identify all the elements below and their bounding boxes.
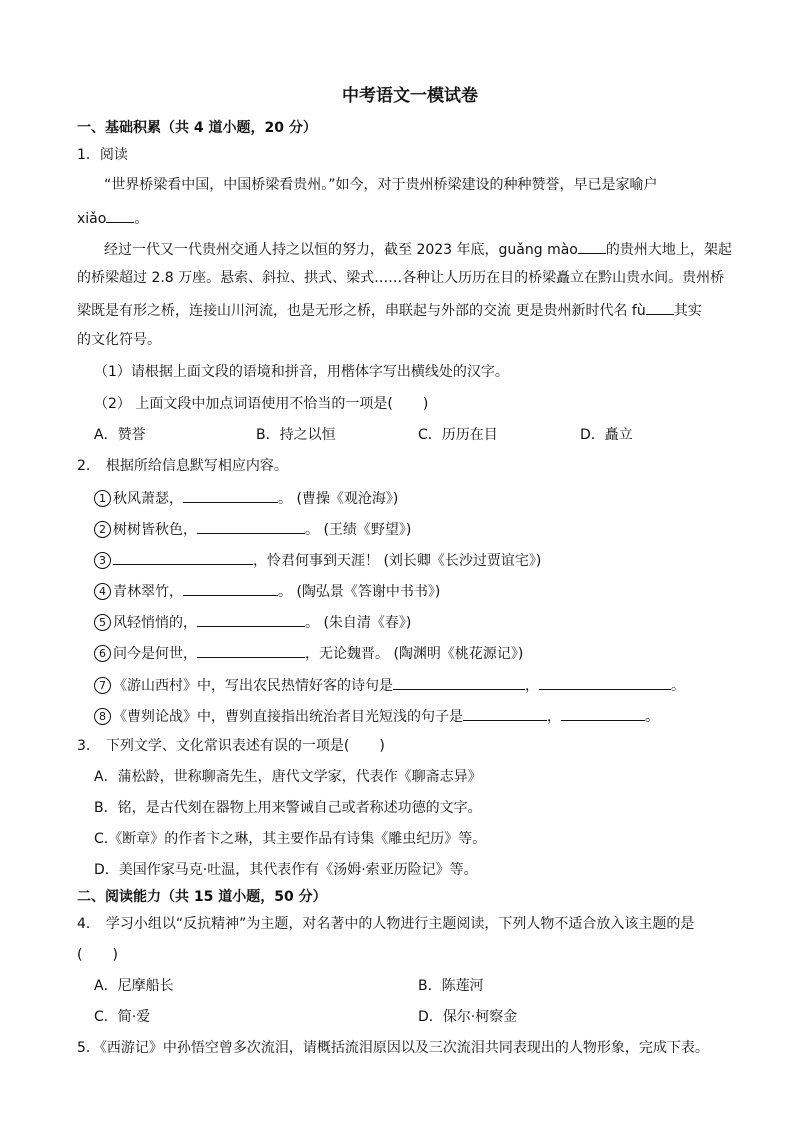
answer-blank[interactable]: [183, 487, 278, 503]
paren-close: ): [422, 396, 429, 412]
item-end: 。: [671, 678, 685, 694]
item-source: 。 (陶弘景《答谢中书书》): [278, 584, 441, 600]
punctuation: 。: [134, 211, 149, 227]
question-number: 4．: [77, 916, 100, 932]
passage-text: 其实: [673, 303, 702, 319]
item-source: 。 (王绩《野望》): [305, 522, 412, 538]
answer-blank[interactable]: [463, 705, 547, 721]
question-number: 2．: [77, 458, 100, 474]
paren-close: ): [379, 738, 385, 754]
paren-open: (: [77, 947, 83, 963]
recite-item: [94, 518, 411, 540]
section-heading-2: 二、阅读能力（共 15 道小题，50 分）: [77, 889, 327, 905]
question-label: 根据所给信息默写相应内容。: [105, 458, 288, 474]
passage-line: 的文化符号。: [77, 332, 161, 348]
item-marker: 1: [94, 490, 111, 507]
passage-line: “世界桥梁看中国，中国桥梁看贵州。”如今，对于贵州桥梁建设的种种赞誉，早已是家喻户: [104, 177, 658, 193]
answer-paren-line: [77, 945, 118, 965]
question-2-header: [77, 456, 288, 476]
page-title: 中考语文一模试卷: [342, 86, 478, 106]
answer-blank[interactable]: [197, 518, 305, 534]
item-end: 。: [645, 709, 659, 725]
item-text: 《游山西村》中，写出农民热情好客的诗句是: [113, 678, 393, 694]
question-number: 5．: [77, 1040, 100, 1056]
recite-item: [94, 487, 398, 509]
item-marker: 4: [94, 583, 111, 600]
answer-blank[interactable]: [646, 299, 674, 315]
recite-item: [94, 611, 411, 633]
sub-question-1: （1）请根据上面文段的语境和拼音，用楷体字写出横线处的汉字。: [94, 364, 509, 380]
passage-line: [77, 207, 148, 229]
answer-blank[interactable]: [197, 642, 305, 658]
passage-text: 经过一代又一代贵州交通人持之以恒的努力，截至 2023 年底，guǎng mào: [104, 242, 578, 258]
question-label: 下列文学、文化常识表述有误的一项是(: [105, 738, 350, 754]
question-5: [77, 1038, 709, 1058]
option-d[interactable]: D．保尔·柯察金: [418, 1009, 518, 1025]
option-d[interactable]: D．矗立: [580, 427, 633, 443]
option-d[interactable]: D．美国作家马克·吐温，其代表作有《汤姆·索亚历险记》等。: [94, 862, 478, 878]
answer-blank[interactable]: [561, 705, 645, 721]
answer-blank[interactable]: [113, 549, 253, 565]
recite-item: [94, 642, 523, 664]
item-source: ，无论魏晋。 (陶渊明《桃花源记》): [305, 646, 524, 662]
item-source: 。 (朱自清《春》): [305, 615, 412, 631]
passage-line: 的桥梁超过 2.8 万座。悬索、斜拉、拱式、梁式……各种让人历历在目的桥梁矗立在黔山贵水间。贵州桥: [77, 270, 725, 286]
question-1-header: [77, 145, 128, 165]
item-marker: 2: [94, 521, 111, 538]
section-heading-1: 一、基础积累（共 4 道小题，20 分）: [77, 120, 317, 136]
item-text: 《曹刿论战》中，曹刿直接指出统治者目光短浅的句子是: [113, 709, 463, 725]
sub-question-text: （2） 上面文段中加点词语使用不恰当的一项是(: [94, 396, 393, 412]
item-marker: 7: [94, 677, 111, 694]
question-text: 《西游记》中孙悟空曾多次流泪，请概括流泪原因以及三次流泪共同表现出的人物形象，完成下表。: [99, 1040, 709, 1056]
option-b[interactable]: B．持之以恒: [256, 427, 336, 443]
item-separator: ，: [525, 678, 539, 694]
passage-text: 的贵州大地上，架起: [605, 242, 732, 258]
answer-blank[interactable]: [539, 674, 671, 690]
passage-line: [77, 299, 702, 321]
passage-line: [104, 238, 732, 260]
sub-question-2: [94, 394, 428, 414]
answer-blank[interactable]: [106, 207, 134, 223]
paren-close: ): [112, 947, 118, 963]
answer-blank[interactable]: [578, 238, 606, 254]
item-text: 树树皆秋色，: [113, 522, 197, 538]
question-number: 1．: [77, 147, 100, 163]
option-c[interactable]: C．简·爱: [94, 1009, 151, 1025]
recite-item: [94, 705, 659, 727]
option-a[interactable]: A．尼摩船长: [94, 978, 174, 994]
passage-text: 梁既是有形之桥，连接山川河流，也是无形之桥，串联起与外部的交流 更是贵州新时代名 fù: [77, 303, 646, 319]
item-separator: ，: [547, 709, 561, 725]
item-source: 。 (曹操《观沧海》): [278, 491, 399, 507]
option-a[interactable]: A．赞誉: [94, 427, 146, 443]
answer-blank[interactable]: [393, 674, 525, 690]
answer-blank[interactable]: [197, 611, 305, 627]
answer-blank[interactable]: [183, 580, 278, 596]
item-text: 青林翠竹，: [113, 584, 183, 600]
item-marker: 6: [94, 645, 111, 662]
item-text: 风轻悄悄的，: [113, 615, 197, 631]
question-4-header: [77, 914, 694, 934]
item-marker: 5: [94, 614, 111, 631]
item-text: 问今是何世，: [113, 646, 197, 662]
question-label: 阅读: [99, 147, 128, 163]
question-3-header: [77, 736, 385, 756]
item-text: 秋风萧瑟，: [113, 491, 183, 507]
question-number: 3．: [77, 738, 100, 754]
option-b[interactable]: B．铭，是古代刻在器物上用来警诫自己或者称述功德的文字。: [94, 800, 482, 816]
option-c[interactable]: C．历历在目: [418, 427, 498, 443]
item-source: ，怜君何事到天涯！ (刘长卿《长沙过贾谊宅》): [253, 553, 542, 569]
item-marker: 3: [94, 552, 111, 569]
option-a[interactable]: A．蒲松龄，世称聊斋先生，唐代文学家，代表作《聊斋志异》: [94, 769, 482, 785]
recite-item: [94, 580, 440, 602]
recite-item: [94, 674, 685, 696]
recite-item: [94, 549, 541, 571]
option-c[interactable]: C.《断章》的作者卞之琳，其主要作品有诗集《雕虫纪历》等。: [94, 831, 487, 847]
pinyin-hint: xiǎo: [77, 211, 107, 227]
item-marker: 8: [94, 708, 111, 725]
option-b[interactable]: B．陈莲河: [418, 978, 484, 994]
question-label: 学习小组以“反抗精神”为主题，对名著中的人物进行主题阅读，下列人物不适合放入该主题的是: [105, 916, 695, 932]
